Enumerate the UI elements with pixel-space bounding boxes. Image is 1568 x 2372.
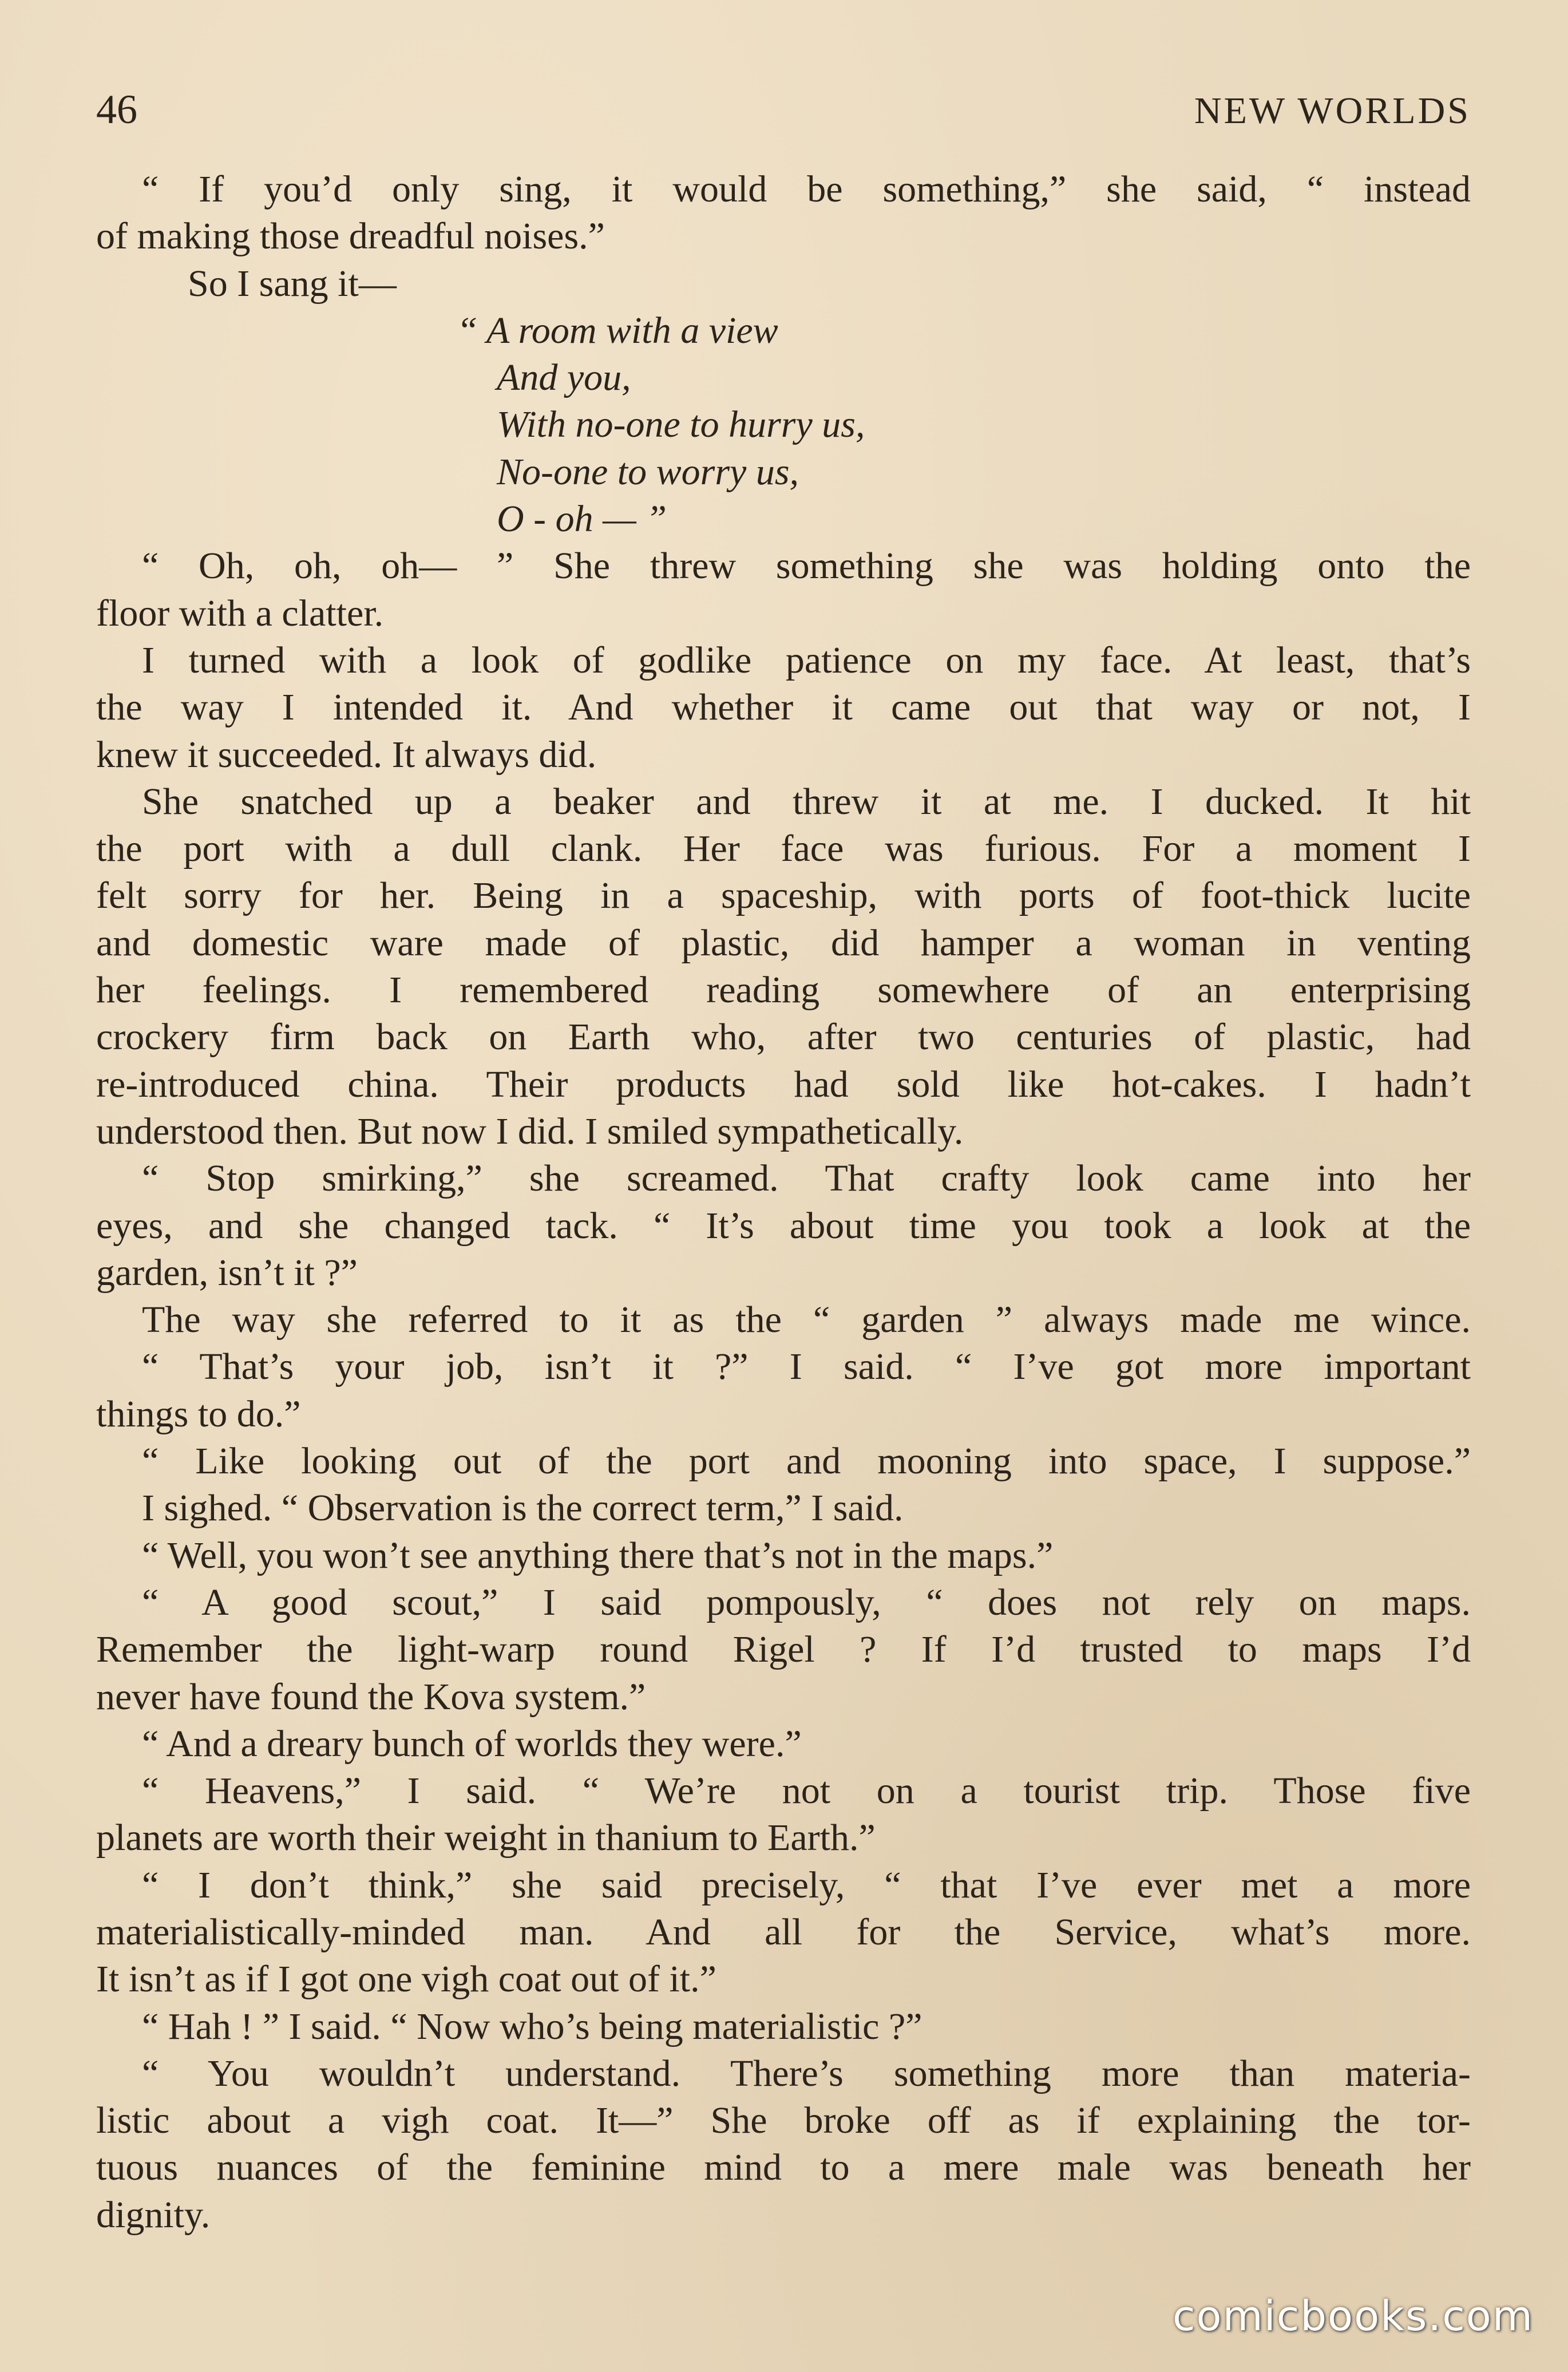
text-line: listic about a vigh coat. It—” She broke off as if explaining the tor- [96, 2100, 1471, 2142]
text-line: her feelings. I remembered reading somewhere of an enterprising [96, 969, 1471, 1011]
text-line: crockery firm back on Earth who, after two centuries of plastic, had [96, 1016, 1471, 1058]
text-line: “ Like looking out of the port and mooning into space, I suppose.” [142, 1440, 1471, 1482]
site-watermark: comicbooks.com [1172, 2292, 1534, 2340]
verse-line: And you, [497, 357, 631, 399]
text-line: I turned with a look of godlike patience on my face. At least, that’s [142, 639, 1471, 681]
text-line: never have found the Kova system.” [96, 1675, 646, 1718]
verse-line: With no-one to hurry us, [497, 404, 865, 446]
text-line: planets are worth their weight in thanium to Earth.” [96, 1817, 876, 1859]
text-line: felt sorry for her. Being in a spaceship, with ports of foot-thick lucite [96, 875, 1471, 917]
text-line: things to do.” [96, 1393, 301, 1435]
text-line: eyes, and she changed tack. “ It’s about time you took a look at the [96, 1204, 1471, 1247]
text-line: of making those dreadful noises.” [96, 215, 605, 258]
text-line: “ You wouldn’t understand. There’s something more than materia- [142, 2052, 1471, 2094]
text-line: and domestic ware made of plastic, did hamper a woman in venting [96, 922, 1471, 964]
text-line: “ And a dreary bunch of worlds they were.” [142, 1722, 802, 1765]
text-line: tuous nuances of the feminine mind to a mere male was beneath her [96, 2146, 1471, 2189]
text-line: She snatched up a beaker and threw it at me. I ducked. It hit [142, 780, 1471, 823]
text-line: “ A good scout,” I said pompously, “ does not rely on maps. [142, 1581, 1471, 1623]
text-line: I sighed. “ Observation is the correct term,” I said. [142, 1487, 904, 1529]
text-line: “ Well, you won’t see anything there that’s not in the maps.” [142, 1534, 1054, 1576]
text-line: The way she referred to it as the “ garden ” always made me wince. [142, 1299, 1471, 1341]
verse-line: “ A room with a view [457, 309, 778, 351]
text-line: “ That’s your job, isn’t it ?” I said. “ I’ve got more important [142, 1346, 1471, 1388]
text-line: “ Oh, oh, oh— ” She threw something she was holding onto the [142, 545, 1471, 587]
text-line: It isn’t as if I got one vigh coat out of it.” [96, 1958, 716, 2001]
text-line: garden, isn’t it ?” [96, 1251, 358, 1294]
text-line: the way I intended it. And whether it came out that way or not, I [96, 686, 1471, 729]
text-line: understood then. But now I did. I smiled sympathetically. [96, 1110, 964, 1152]
text-line: the port with a dull clank. Her face was furious. For a moment I [96, 828, 1471, 870]
body-text [96, 166, 1471, 2239]
text-line: Remember the light-warp round Rigel ? If I’d trusted to maps I’d [96, 1628, 1471, 1671]
verse-line: O - oh — ” [497, 498, 667, 540]
running-head: NEW WORLDS [1194, 90, 1471, 132]
text-line: re-introduced china. Their products had sold like hot-cakes. I hadn’t [96, 1063, 1471, 1105]
text-line: floor with a clatter. [96, 592, 384, 634]
text-line: materialistically-minded man. And all for the Service, what’s more. [96, 1911, 1471, 1953]
text-line: “ Heavens,” I said. “ We’re not on a tourist trip. Those five [142, 1770, 1471, 1812]
text-line: “ Stop smirking,” she screamed. That crafty look came into her [142, 1157, 1471, 1200]
text-line: knew it succeeded. It always did. [96, 733, 597, 776]
text-line: “ Hah ! ” I said. “ Now who’s being materialistic ?” [142, 2005, 922, 2047]
page-number: 46 [96, 86, 137, 132]
page-header [96, 86, 1471, 143]
text-line: “ If you’d only sing, it would be something,” she said, “ instead [142, 168, 1471, 210]
text-line: “ I don’t think,” she said precisely, “ that I’ve ever met a more [142, 1864, 1471, 1906]
verse-line: No-one to worry us, [497, 450, 799, 493]
text-line: So I sang it— [188, 262, 397, 305]
text-line: dignity. [96, 2193, 211, 2236]
book-page [96, 86, 1471, 2239]
